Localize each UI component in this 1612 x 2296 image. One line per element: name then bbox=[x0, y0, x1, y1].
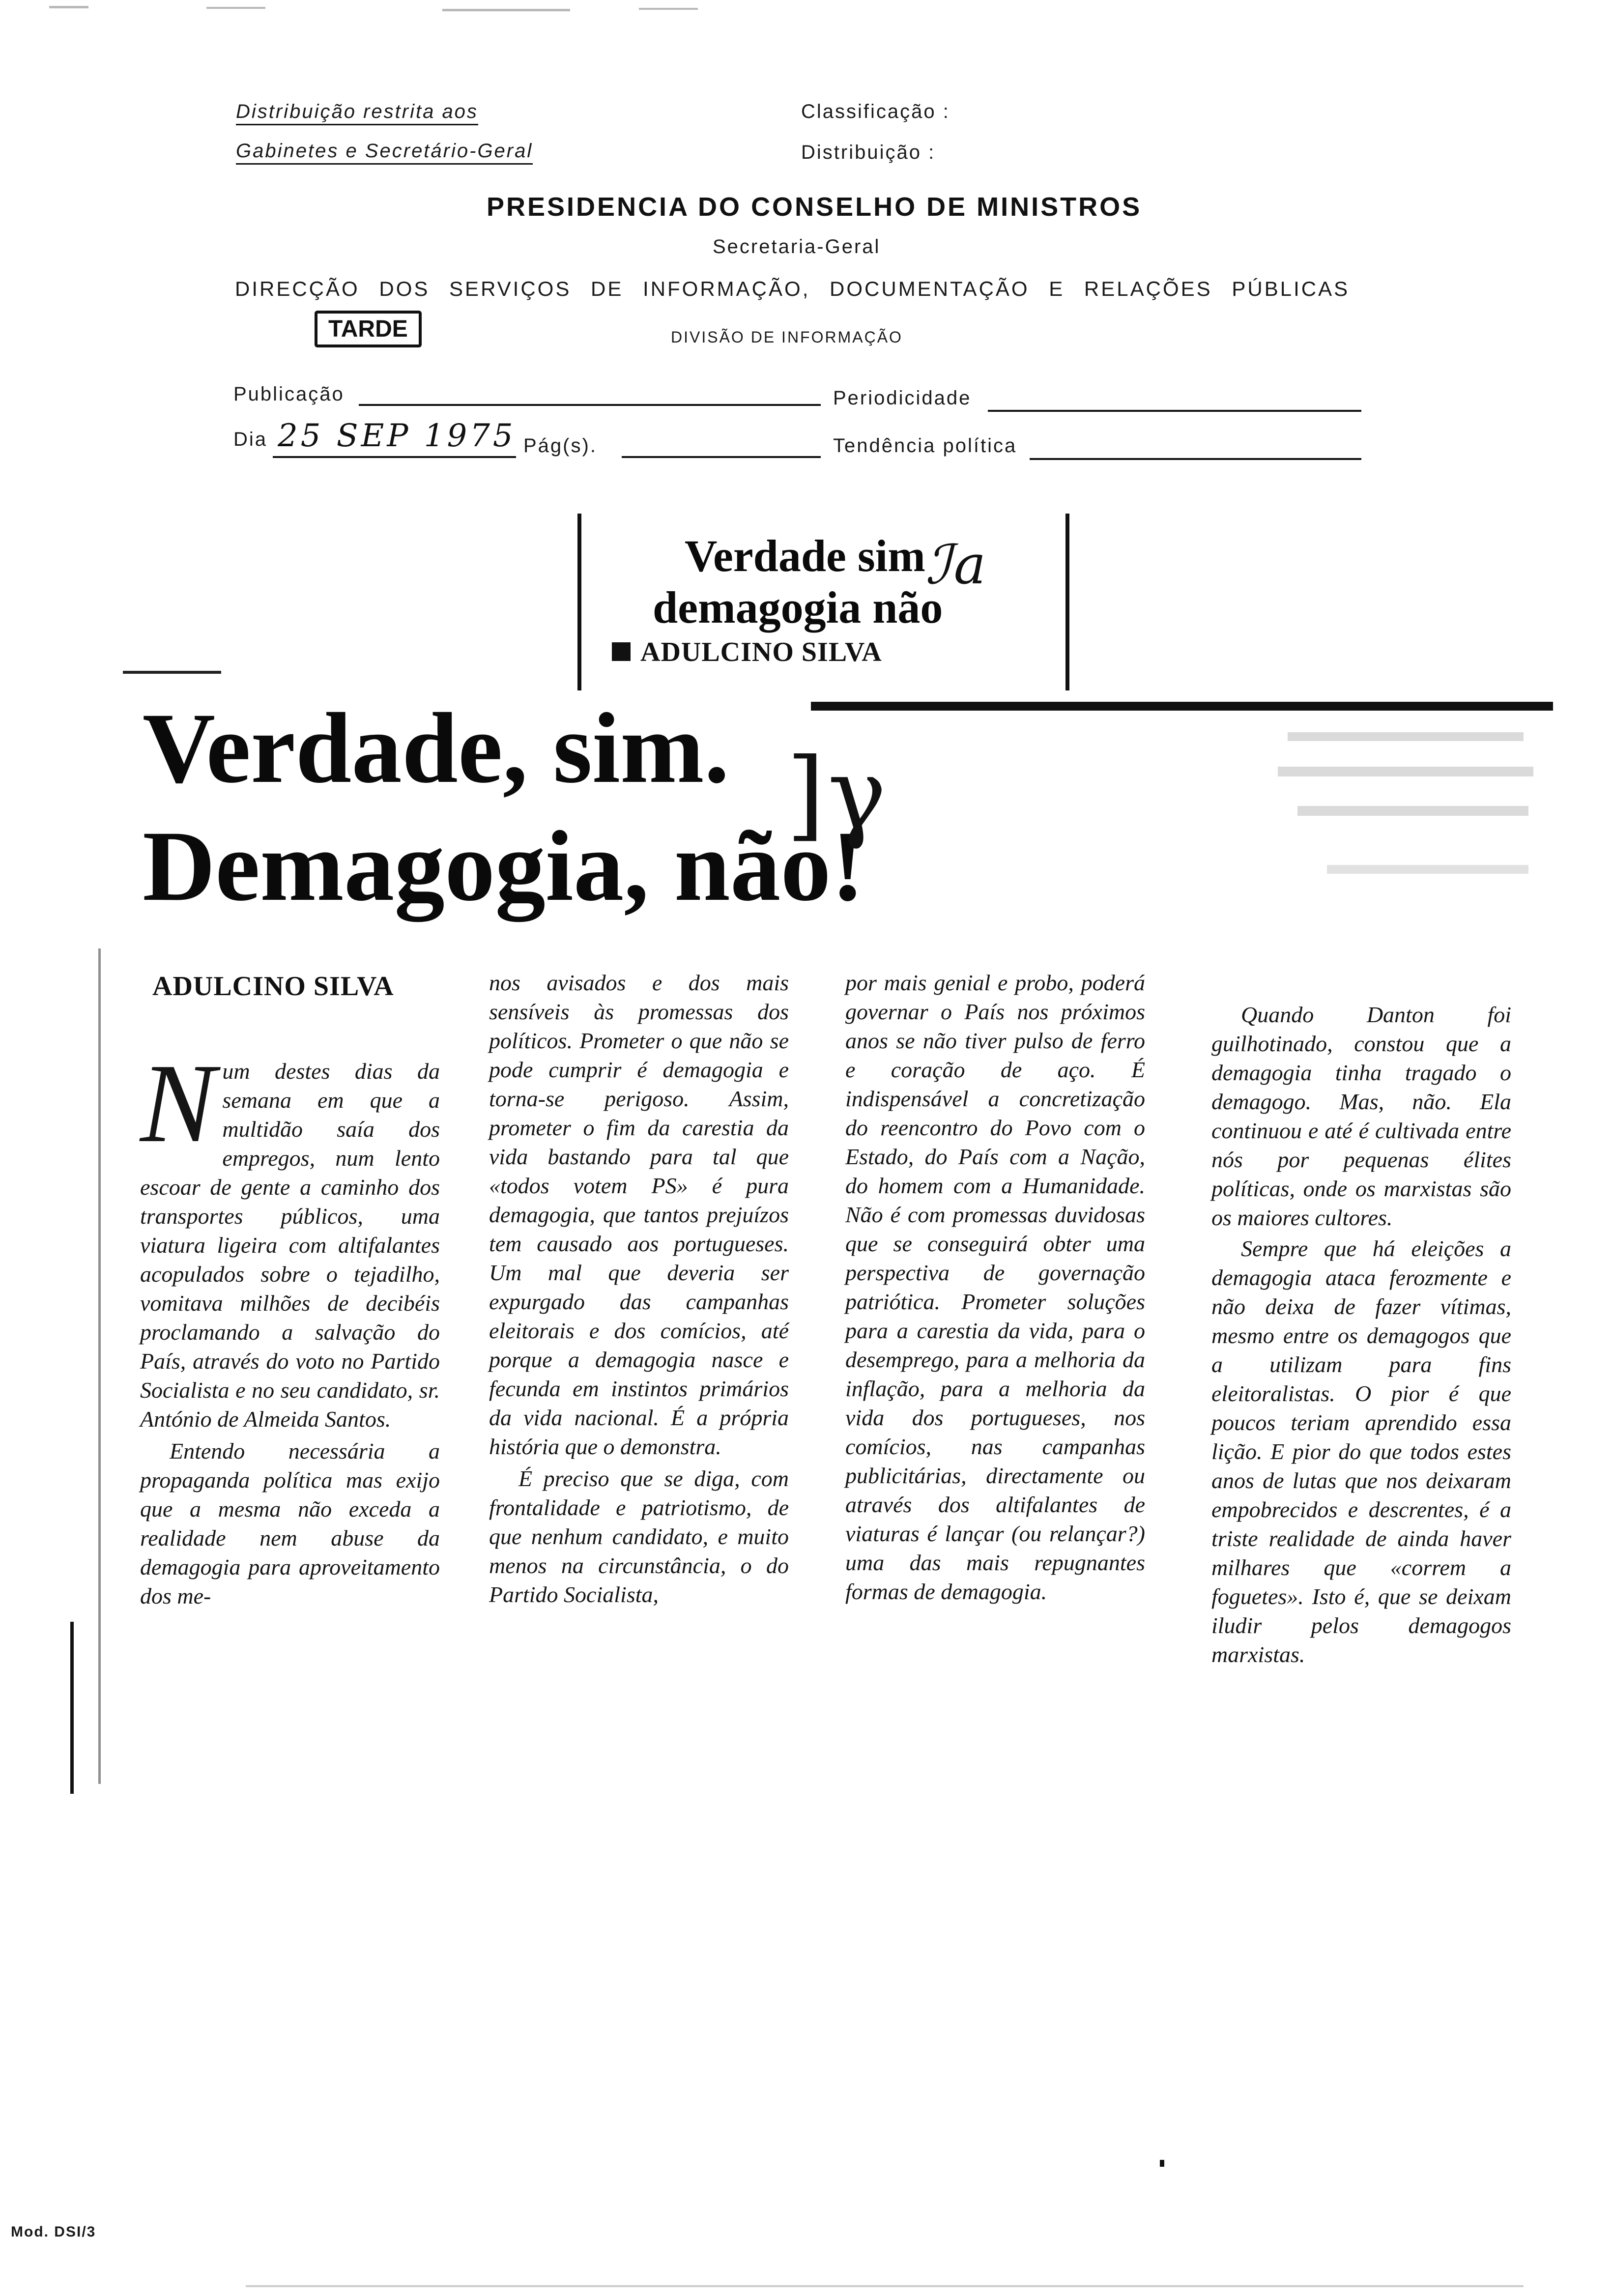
secretariat-label: Secretaria-Geral bbox=[713, 236, 881, 258]
scan-edge-mark bbox=[70, 1622, 74, 1794]
scan-edge-line bbox=[98, 948, 101, 1784]
clipping-header-author: ADULCINO SILVA bbox=[640, 637, 882, 667]
distribution-line-2: Gabinetes e Secretário-Geral bbox=[236, 140, 533, 165]
article-top-rule-left bbox=[123, 671, 221, 674]
dropcap-letter: N bbox=[140, 1040, 216, 1166]
day-stamp-value: 25 SEP 1975 bbox=[278, 418, 516, 454]
pages-field-line bbox=[622, 456, 821, 458]
day-field-line bbox=[273, 456, 516, 458]
article-column-3 bbox=[845, 968, 1145, 1606]
column-2-paragraph-2: É preciso que se diga, com frontalidade e patriotismo, de que nenhum candidato, e muito menos na circunstância, o do Partido Socialista, bbox=[489, 1466, 789, 1607]
distribution-line-1: Distribuição restrita aos bbox=[236, 101, 478, 125]
headline-line-2: Demagogia, não! bbox=[143, 810, 865, 922]
publication-field-line bbox=[359, 404, 821, 406]
political-tendency-label: Tendência política bbox=[833, 435, 1017, 457]
directorate-label: DIRECÇÃO DOS SERVIÇOS DE INFORMAÇÃO, DOCUMENTAÇÃO E RELAÇÕES PÚBLICAS bbox=[235, 277, 1350, 300]
division-label: DIVISÃO DE INFORMAÇÃO bbox=[671, 328, 903, 346]
column-4-paragraph-2: Sempre que há eleições a demagogia ataca ferozmente e não deixa de fazer vítimas, mesmo entre os demagogos que a utilizam para fins eleitoralistas. O pior é que poucos teriam aprendido essa lição. E pior do que todos estes anos de lutas que nos deixaram empobrecidos e descrentes, é a triste realidade de ainda haver milhares que «correm a foguetes». Isto é, que se deixam iludir pelos demagogos marxistas. bbox=[1211, 1236, 1511, 1667]
distribution-label: Distribuição : bbox=[801, 142, 936, 163]
scan-artifact bbox=[1278, 767, 1533, 776]
presidency-title: PRESIDENCIA DO CONSELHO DE MINISTROS bbox=[487, 192, 1142, 222]
article-byline: ADULCINO SILVA bbox=[152, 971, 394, 1002]
tarde-stamp: TARDE bbox=[315, 311, 422, 347]
periodicity-label: Periodicidade bbox=[833, 387, 972, 409]
scan-artifact bbox=[49, 6, 88, 8]
pages-label: Pág(s). bbox=[523, 435, 597, 457]
column-3-paragraph-1: por mais genial e probo, poderá governar o País nos próximos anos se não tiver pulso de ferro e coração de aço. É indispensável a concretização do reencontro do Povo com o Estado, do País com a Nação, do homem com a Humanidade. Não é com promessas duvidosas que se conseguirá obter uma perspectiva de governação patriótica. Prometer soluções para a carestia da vida, para o desemprego, para a melhoria da inflação, para a melhoria da vida dos portugueses, nos comícios, nas campanhas publicitárias, directamente ou através dos altifalantes de viaturas é lançar (ou relançar?) uma das mais repugnantes formas de demagogia. bbox=[845, 970, 1145, 1604]
column-1-paragraph-2: Entendo necessária a propaganda política mas exijo que a mesma não exceda a realidade nem abuse da demagogia para aproveitamento dos me- bbox=[140, 1438, 440, 1608]
article-column-2 bbox=[489, 968, 789, 1609]
scan-artifact bbox=[1297, 806, 1528, 816]
scan-artifact bbox=[442, 9, 570, 11]
handwritten-mark: ℐa bbox=[925, 533, 989, 596]
form-code-label: Mod. DSI/3 bbox=[11, 2224, 96, 2240]
column-2-paragraph-1: nos avisados e dos mais sensíveis às promessas dos políticos. Prometer o que não se pode cumprir é demagogia e torna-se perigoso. Assim, prometer o fim da carestia da vida bastando para tal que «todos votem PS» é pura demagogia, que tantos prejuízos tem causado aos portugueses. Um mal que deveria ser expurgado das campanhas eleitorais e dos comícios, até porque a demagogia nasce e fecunda em instintos primários da vida nacional. É a própria história que o demonstra. bbox=[489, 970, 789, 1459]
publication-label: Publicação bbox=[233, 383, 345, 405]
handwritten-annotation-mark: ]γ bbox=[786, 737, 890, 852]
headline-line-1: Verdade, sim. bbox=[143, 692, 729, 804]
scan-artifact bbox=[639, 8, 698, 10]
scan-artifact bbox=[246, 2285, 1524, 2287]
article-column-4 bbox=[1211, 1000, 1511, 1669]
clipping-header-box bbox=[577, 514, 1069, 690]
clipping-header-line1: Verdade sim bbox=[685, 531, 925, 581]
square-bullet-icon bbox=[612, 642, 631, 661]
periodicity-field-line bbox=[988, 410, 1361, 412]
scan-artifact bbox=[206, 7, 265, 9]
article-top-rule bbox=[811, 702, 1553, 711]
article-column-1 bbox=[140, 1040, 440, 1610]
column-1-paragraph-1: um destes dias da semana em que a multidão saía dos empregos, num lento escoar de gente a caminho dos transportes públicos, uma viatura ligeira com altifalantes acopulados sobre o tejadilho, vomitava milhões de decibéis proclamando a salvação do País, através do voto no Partido Socialista e no seu candidato, sr. António de Almeida Santos. bbox=[140, 1059, 440, 1432]
classification-label: Classificação : bbox=[801, 101, 950, 122]
scan-artifact bbox=[1288, 732, 1524, 741]
day-label: Dia bbox=[233, 429, 268, 450]
political-tendency-field-line bbox=[1030, 458, 1361, 460]
scan-artifact bbox=[1327, 865, 1528, 874]
scan-dot bbox=[1160, 2160, 1164, 2167]
column-4-paragraph-1: Quando Danton foi guilhotinado, constou que a demagogia tinha tragado o demagogo. Mas, não. Ela continuou e até é cultivada entre nós por pequenas élites políticas, onde os marxistas são os maiores cultores. bbox=[1211, 1002, 1511, 1230]
clipping-header-line2: demagogia não bbox=[653, 582, 943, 632]
